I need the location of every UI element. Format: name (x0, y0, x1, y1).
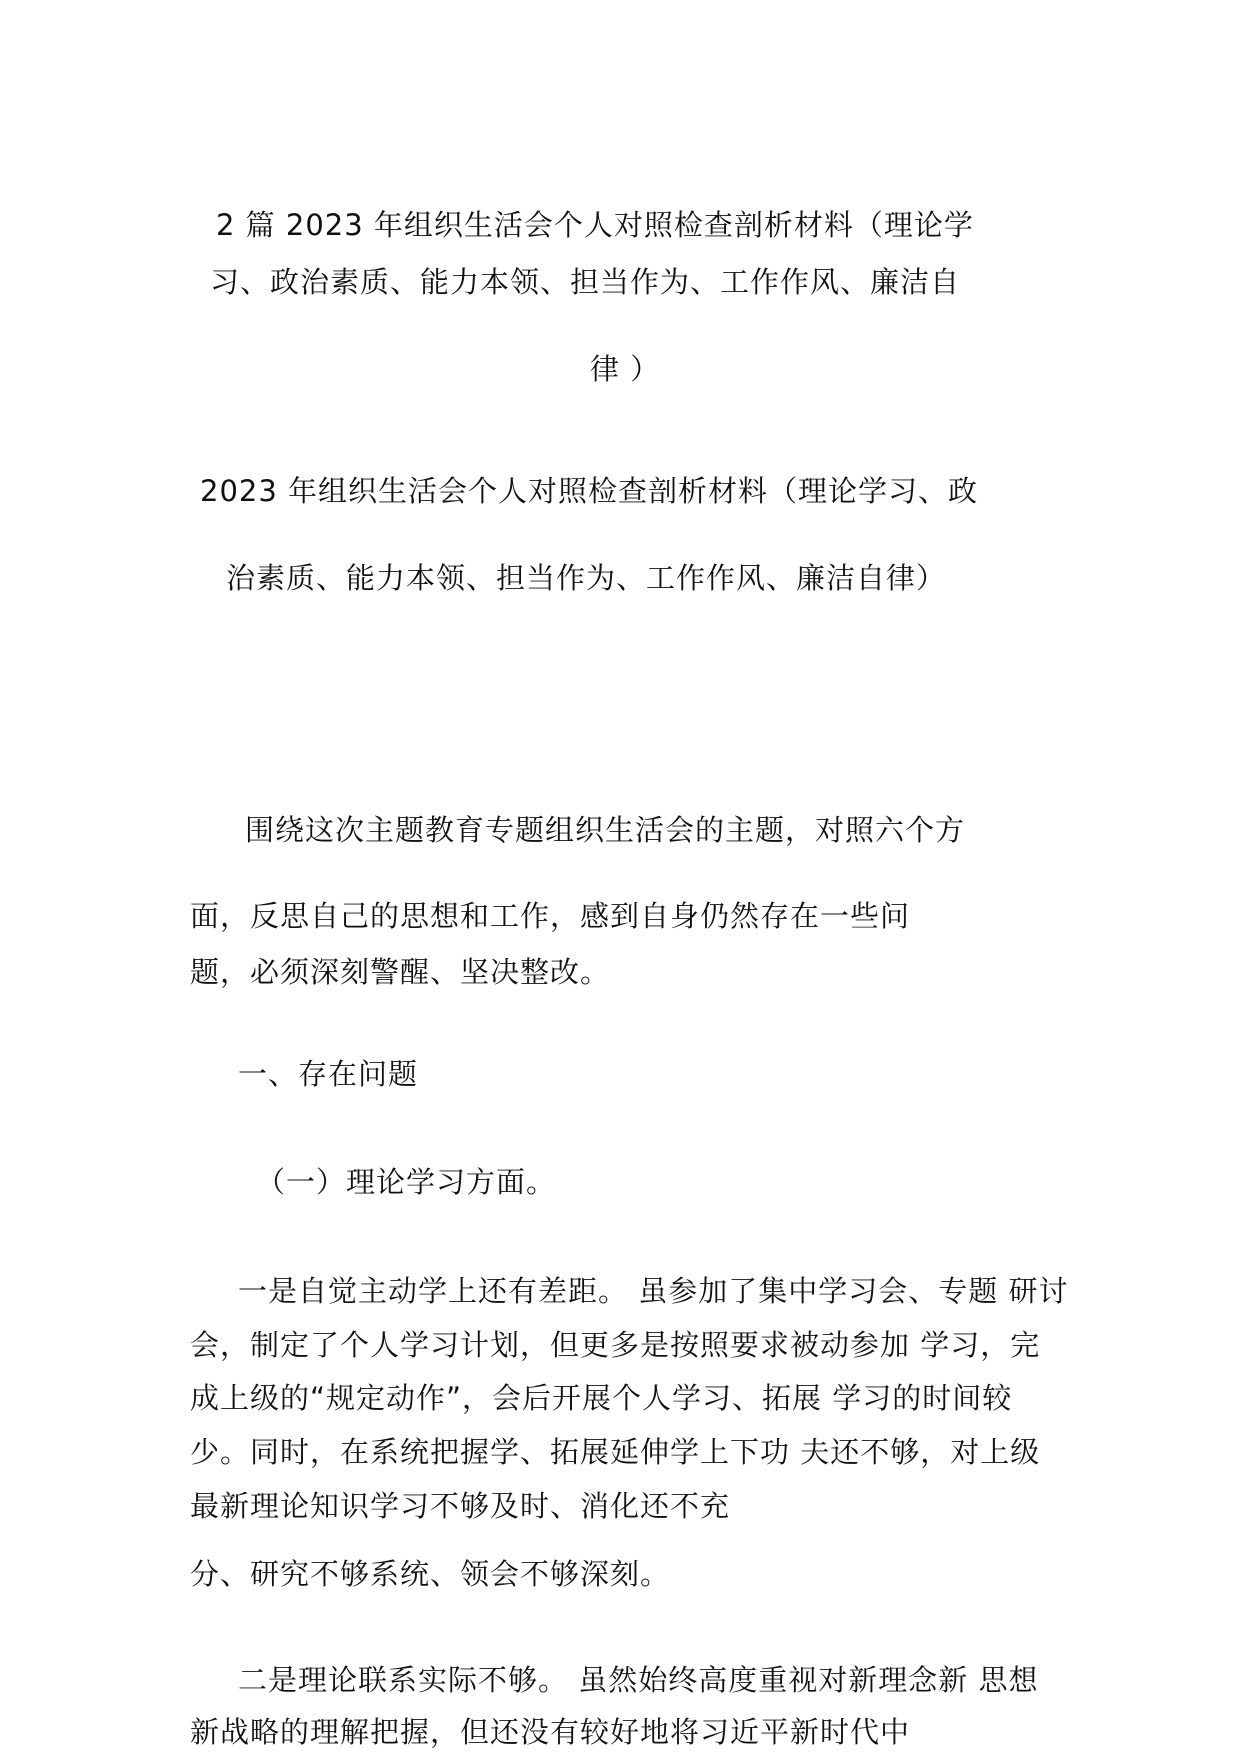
sub-title-line-2: 治素质、能力本领、担当作为、工作作风、廉洁自律） (226, 561, 947, 595)
main-title-line-2: 习、政治素质、能力本领、担当作为、工作作风、廉洁自 (210, 265, 961, 299)
para2-line-2: 新战略的理解把握，但还没有较好地将习近平新时代中 (190, 1715, 911, 1749)
sub-title-line-1: 2023 年组织生活会个人对照检查剖析材料（理论学习、政 (200, 474, 979, 508)
intro-line-1: 围绕这次主题教育专题组织生活会的主题，对照六个方 (245, 813, 966, 847)
intro-line-2: 面，反思自己的思想和工作，感到自身仍然存在一些问 (190, 899, 911, 933)
main-title-line-3: 律 ） (590, 352, 661, 386)
para1-line-4: 少。同时，在系统把握学、拓展延伸学上下功 夫还不够，对上级 (190, 1435, 1041, 1469)
para1-line-5: 最新理论知识学习不够及时、消化还不充 (190, 1489, 731, 1523)
para2-line-1: 二是理论联系实际不够。 虽然始终高度重视对新理念新 思想 (238, 1663, 1039, 1697)
para1-line-3: 成上级的“规定动作”，会后开展个人学习、拓展 学习的时间较 (190, 1381, 1013, 1415)
para1-line-1: 一是自觉主动学上还有差距。 虽参加了集中学习会、专题 研讨 (238, 1274, 1069, 1308)
para1-line-2: 会，制定了个人学习计划，但更多是按照要求被动参加 学习，完 (190, 1328, 1041, 1362)
intro-line-3: 题，必须深刻警醒、坚决整改。 (190, 955, 611, 989)
section-heading: 一、存在问题 (238, 1057, 419, 1091)
section-subheading: （一）理论学习方面。 (256, 1165, 557, 1199)
main-title-line-1: 2 篇 2023 年组织生活会个人对照检查剖析材料（理论学 (216, 208, 974, 242)
para1-line-6: 分、研究不够系统、领会不够深刻。 (190, 1557, 671, 1591)
